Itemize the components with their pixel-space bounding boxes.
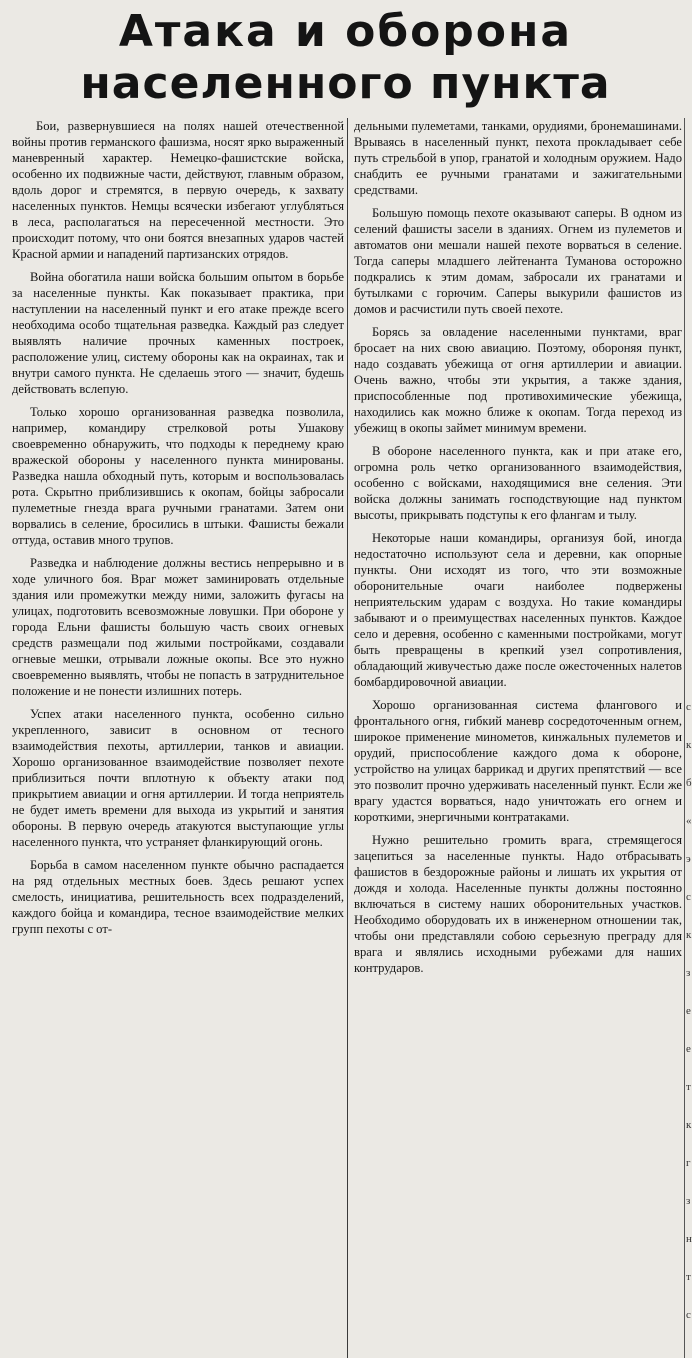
paragraph: В обороне населенного пункта, как и при атаке его, огромна роль четко организованного взаимодействия, особенно с войсками, находящимися вне селения. Эти войска должны занимать господствующие над пунктом высоты, прикрывать подступы к его флангам и тылу. bbox=[354, 444, 682, 522]
edge-fragment: с bbox=[686, 701, 691, 713]
edge-fragment: к bbox=[686, 739, 692, 751]
edge-fragment: т bbox=[686, 1271, 691, 1283]
column-divider bbox=[347, 118, 348, 1358]
edge-fragment: г bbox=[686, 1157, 691, 1169]
paragraph: Хорошо организованная система флангового и фронтального огня, гибкий маневр сосредоточенным огнем, широкое применение минометов, кинжальных пулеметов и орудий, приспособление каждого дома к обороне, устройство на улицах баррикад и других препятствий — все это позволит прочно удерживать населенный пункт. Если же врагу удастся ворваться, надо уничтожать его огнем и короткими, энергичными контратаками. bbox=[354, 698, 682, 824]
paragraph: Борьба в самом населенном пункте обычно распадается на ряд отдельных местных боев. Здесь решают успех смелость, инициатива, решительность всех подразделений, каждого бойца и командира, тесное взаимодействие мелких групп пехоты с от- bbox=[12, 858, 344, 936]
edge-fragment: т bbox=[686, 1081, 691, 1093]
edge-fragment: э bbox=[686, 853, 691, 865]
paragraph: Нужно решительно громить врага, стремящегося зацепиться за населенные пункты. Надо отбрасывать фашистов в бездорожные районы и лишать их укрытия от дождя и холода. Населенные пункты должны постоянно включаться в систему наших оборонительных участков. Необходимо оборудовать их в инженерном отношении так, чтобы они представляли собою серьезную преграду для врага и являлись исходными рубежами для наших контрударов. bbox=[354, 833, 682, 975]
edge-fragment: с bbox=[686, 891, 691, 903]
paragraph: Некоторые наши командиры, организуя бой, иногда недостаточно используют села и деревни, как опорные пункты. Они исходят из того, что эти возможные оборонительные очаги наиболее подвержены неприятельским ударам с воздуха. Но такие командиры забывают и о преимуществах населенных пунктов. Каждое село и деревня, особенно с каменными постройками, могут быть превращены в крепкий узел сопротивления, обладающий живучестью даже после ожесточенных налетов бомбардировочной авиации. bbox=[354, 531, 682, 689]
paragraph: Бои, развернувшиеся на полях нашей отечественной войны против германского фашизма, носят ярко выраженный маневренный характер. Немецко-фашистские войска, особенно их подвижные части, действуют, главным образом, вдоль дорог и стремятся, в первую очередь, к захвату населенных пунктов. Немцы всячески избегают углубляться в леса, располагаться на пересеченной местности. Это происходит потому, что они боятся внезапных ударов частей Красной армии и нападений партизанских отрядов. bbox=[12, 119, 344, 261]
edge-fragment: н bbox=[686, 1233, 692, 1245]
headline-line-1: Атака и оборона bbox=[118, 6, 573, 57]
headline bbox=[0, 6, 691, 110]
paragraph: дельными пулеметами, танками, орудиями, бронемашинами. Врываясь в населенный пункт, пехота прокладывает себе путь стрельбой в упор, гранатой и холодным оружием. Надо снабдить ее ручными гранатами и зажигательными средствами. bbox=[354, 119, 682, 197]
edge-fragment: б bbox=[686, 777, 692, 789]
edge-fragment: з bbox=[686, 1195, 691, 1207]
paragraph: Успех атаки населенного пункта, особенно сильно укрепленного, зависит в основном от тесного взаимодействия пехоты, артиллерии, танков и авиации. Хорошо организованное взаимодействие позволяет пехоте приблизиться почти вплотную к объекту атаки под прикрытием авиации и огня артиллерии. И тогда неприятель не будет иметь времени для выхода из укрытий и занятия обороны. В первую очередь атакуются выступающие углы населенного пункта, что устраняет фланкирующий огонь. bbox=[12, 707, 344, 849]
edge-fragment: з bbox=[686, 967, 691, 979]
paragraph: Разведка и наблюдение должны вестись непрерывно и в ходе уличного боя. Враг может заминировать отдельные здания или промежутки между ними, заложить фугасы на улицах, подготовить всевозможные ловушки. При обороне у города Ельни фашисты большую часть своих огневых средств размещали под жилыми постройками, создавали огневые мешки, отрывали ложные окопы. Все это нужно своевременно выявлять, чтобы не попасть в затруднительное положение и не понести излишних потерь. bbox=[12, 556, 344, 698]
edge-fragment: с bbox=[686, 1309, 691, 1321]
edge-fragment: « bbox=[686, 815, 692, 827]
edge-fragment: к bbox=[686, 929, 692, 941]
edge-fragment: е bbox=[686, 1043, 691, 1055]
paragraph: Борясь за овладение населенными пунктами, враг бросает на них свою авиацию. Поэтому, обороняя пункт, надо создавать убежища от огня артиллерии и авиации. Очень важно, чтобы эти укрытия, а также здания, приспособленные под противохимические убежища, находились как можно ближе к окопам. Тогда переход из убежищ в окопы займет минимум времени. bbox=[354, 325, 682, 435]
headline-line-2: населенного пункта bbox=[80, 58, 611, 109]
paragraph: Война обогатила наши войска большим опытом в борьбе за населенные пункты. Как показывает практика, при наступлении на населенный пункт и его атаке прежде всего необходима особо тщательная разведка. Каждый раз следует выявлять наличие прочных каменных построек, расположение улиц, систему обороны как на окраинах, так и внутри самого пункта. Не сделаешь этого — значит, будешь действовать вслепую. bbox=[12, 270, 344, 396]
paragraph: Большую помощь пехоте оказывают саперы. В одном из селений фашисты засели в зданиях. Огнем из пулеметов и автоматов они мешали нашей пехоте ворваться в селение. Тогда саперы младшего лейтенанта Туманова осторожно подкрались к этим домам, забросали их гранатами и бутылками с горючим. Саперы выкурили фашистов из домов и расчистили путь своей пехоте. bbox=[354, 206, 682, 316]
paragraph: Только хорошо организованная разведка позволила, например, командиру стрелковой роты Ушакову своевременно обнаружить, что подходы к переднему краю вражеской обороны у населенного пункта минированы. Разведка нашла обходный путь, которым и воспользовалась рота. Скрытно приблизившись к окопам, бойцы забросали пулеметные гнезда врага ручными гранатами. Затем они ворвались в селение, бросились в штыки. Фашисты бежали оттуда, оставив много трупов. bbox=[12, 405, 344, 547]
article-column-2 bbox=[354, 118, 682, 983]
page-edge-divider bbox=[684, 118, 685, 1358]
article-column-1 bbox=[12, 118, 344, 944]
edge-fragment: е bbox=[686, 1005, 691, 1017]
edge-fragment: к bbox=[686, 1119, 692, 1131]
